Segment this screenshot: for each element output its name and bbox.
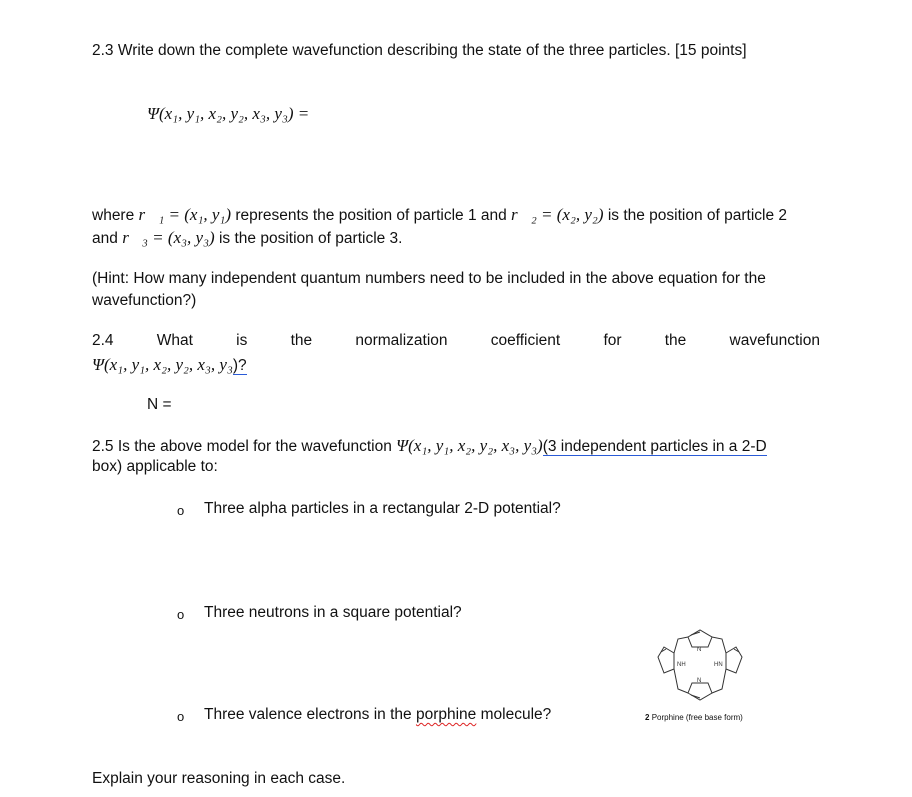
q24-word: 2.4 bbox=[92, 332, 114, 349]
opt3-pre: Three valence electrons in the bbox=[204, 706, 412, 723]
q24-wavefunction bbox=[92, 355, 247, 375]
label-n-bottom: N bbox=[697, 678, 702, 684]
r2-vector: r⃗₂ = (x₂, y₂) bbox=[511, 205, 604, 224]
wavefunction-equation: Ψ(x₁, y₁, x₂, y₂, x₃, y₃) = bbox=[147, 104, 310, 123]
bullet-icon: o bbox=[177, 709, 185, 724]
and-word: and bbox=[92, 230, 118, 247]
where-text-3: is the position of particle 3. bbox=[218, 230, 403, 247]
question-2-3-heading: 2.3 Write down the complete wavefunction describing the state of the three particles. [15 points] bbox=[92, 42, 747, 59]
label-n-top: N bbox=[697, 647, 702, 653]
where-text-1: represents the position of particle 1 and bbox=[235, 207, 507, 224]
hint-line-2: wavefunction?) bbox=[92, 292, 197, 309]
spellcheck-word: porphine bbox=[415, 706, 477, 723]
where-word: where bbox=[92, 207, 135, 224]
q25-psi: Ψ(x₁, y₁, x₂, y₂, x₃, y₃) bbox=[396, 436, 543, 455]
option-valence-electrons bbox=[204, 706, 551, 724]
caption-number: 2 bbox=[645, 713, 650, 722]
pyrrole-ring-left bbox=[658, 647, 674, 673]
pyrrole-ring-right bbox=[726, 647, 742, 673]
bridge-top-right bbox=[712, 637, 726, 653]
question-2-4-line bbox=[92, 332, 820, 350]
r1-vector: r⃗₁ = (x₁, y₁) bbox=[138, 205, 231, 224]
normalization-label: N = bbox=[147, 396, 172, 413]
bridge-bottom-right bbox=[712, 669, 726, 693]
porphine-structure-icon bbox=[650, 625, 750, 705]
q24-word: the bbox=[290, 332, 313, 349]
bridge-bottom-left bbox=[674, 669, 688, 693]
q24-word: is bbox=[236, 332, 248, 349]
pyrrole-ring-top bbox=[688, 630, 712, 647]
q24-word: wavefunction bbox=[729, 332, 820, 349]
where-line-1 bbox=[92, 205, 787, 225]
hint-line-1: (Hint: How many independent quantum numbers need to be included in the above equation for the bbox=[92, 270, 766, 287]
where-text-2: is the position of particle 2 bbox=[607, 207, 788, 224]
q24-end: )? bbox=[232, 357, 247, 374]
label-nh: NH bbox=[677, 662, 686, 668]
q24-psi: Ψ(x₁, y₁, x₂, y₂, x₃, y₃ bbox=[92, 355, 233, 374]
option-alpha-particles: Three alpha particles in a rectangular 2-D potential? bbox=[204, 500, 561, 517]
bullet-icon: o bbox=[177, 503, 185, 518]
q25-prefix: 2.5 Is the above model for the wavefunction bbox=[92, 438, 392, 455]
label-hn: HN bbox=[714, 662, 723, 668]
opt3-post: molecule? bbox=[480, 706, 552, 723]
pyrrole-ring-bottom bbox=[688, 683, 712, 700]
q24-word: What bbox=[156, 332, 193, 349]
r3-vector: r⃗₃ = (x₃, y₃) bbox=[122, 228, 215, 247]
q24-word: for bbox=[603, 332, 622, 349]
q24-word: the bbox=[664, 332, 687, 349]
caption-text: Porphine (free base form) bbox=[651, 713, 743, 722]
bridge-top-left bbox=[674, 637, 688, 653]
question-2-5-line-2: box) applicable to: bbox=[92, 458, 218, 475]
q24-word: normalization bbox=[355, 332, 448, 349]
question-2-5-line-1 bbox=[92, 436, 767, 456]
figure-caption bbox=[645, 713, 743, 722]
q24-word: coefficient bbox=[490, 332, 561, 349]
q25-suffix: (3 independent particles in a 2-D bbox=[542, 438, 767, 455]
bullet-icon: o bbox=[177, 607, 185, 622]
option-neutrons: Three neutrons in a square potential? bbox=[204, 604, 462, 621]
explain-instruction: Explain your reasoning in each case. bbox=[92, 770, 346, 787]
where-line-2 bbox=[92, 228, 403, 248]
